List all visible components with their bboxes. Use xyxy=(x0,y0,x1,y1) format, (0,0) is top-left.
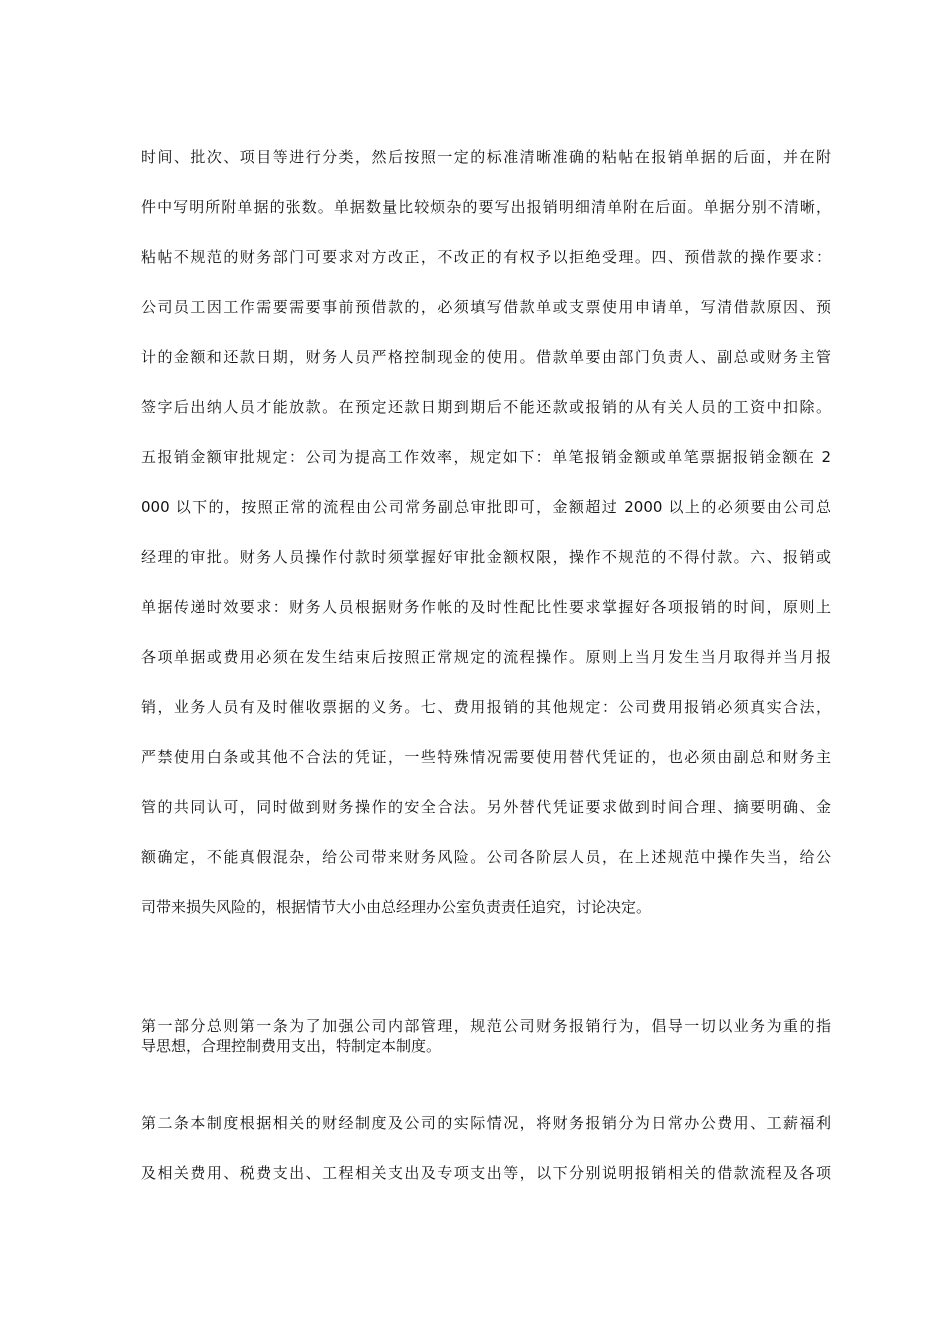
article-two-line: 及相关费用、税费支出、工程相关支出及专项支出等，以下分别说明报销相关的借款流程及各项 xyxy=(141,1164,831,1182)
body-line: 计的金额和还款日期，财务人员严格控制现金的使用。借款单要由部门负责人、副总或财务主管 xyxy=(141,348,831,366)
body-line: 粘帖不规范的财务部门可要求对方改正，不改正的有权予以拒绝受理。四、预借款的操作要求： xyxy=(141,248,831,266)
body-line: 签字后出纳人员才能放款。在预定还款日期到期后不能还款或报销的从有关人员的工资中扣除。 xyxy=(141,398,831,416)
body-line: 时间、批次、项目等进行分类，然后按照一定的标准清晰准确的粘帖在报销单据的后面，并在附 xyxy=(141,148,831,166)
body-line: 000 以下的，按照正常的流程由公司常务副总审批即可，金额超过 2000 以上的必须要由公司总 xyxy=(141,498,831,516)
body-line: 各项单据或费用必须在发生结束后按照正常规定的流程操作。原则上当月发生当月取得并当月报 xyxy=(141,648,831,666)
body-line: 五报销金额审批规定：公司为提高工作效率，规定如下：单笔报销金额或单笔票据报销金额在 2 xyxy=(141,448,831,466)
body-line: 销，业务人员有及时催收票据的义务。七、费用报销的其他规定：公司费用报销必须真实合法， xyxy=(141,698,831,716)
body-line: 单据传递时效要求：财务人员根据财务作帐的及时性配比性要求掌握好各项报销的时间，原则上 xyxy=(141,598,831,616)
body-line: 公司员工因工作需要需要事前预借款的，必须填写借款单或支票使用申请单，写清借款原因、预 xyxy=(141,298,831,316)
general-provisions-line: 导思想，合理控制费用支出，特制定本制度。 xyxy=(141,1037,442,1055)
body-line: 严禁使用白条或其他不合法的凭证，一些特殊情况需要使用替代凭证的，也必须由副总和财务主 xyxy=(141,748,831,766)
general-provisions-line: 第一部分总则第一条为了加强公司内部管理，规范公司财务报销行为，倡导一切以业务为重的指 xyxy=(141,1017,831,1035)
body-line: 管的共同认可，同时做到财务操作的安全合法。另外替代凭证要求做到时间合理、摘要明确、金 xyxy=(141,798,831,816)
body-line: 额确定，不能真假混杂，给公司带来财务风险。公司各阶层人员，在上述规范中操作失当，给公 xyxy=(141,848,831,866)
body-line: 司带来损失风险的，根据情节大小由总经理办公室负责责任追究，讨论决定。 xyxy=(141,898,652,916)
article-two-line: 第二条本制度根据相关的财经制度及公司的实际情况，将财务报销分为日常办公费用、工薪福利 xyxy=(141,1114,831,1132)
body-line: 件中写明所附单据的张数。单据数量比较烦杂的要写出报销明细清单附在后面。单据分别不清晰， xyxy=(141,198,831,216)
body-line: 经理的审批。财务人员操作付款时须掌握好审批金额权限，操作不规范的不得付款。六、报销或 xyxy=(141,548,831,566)
